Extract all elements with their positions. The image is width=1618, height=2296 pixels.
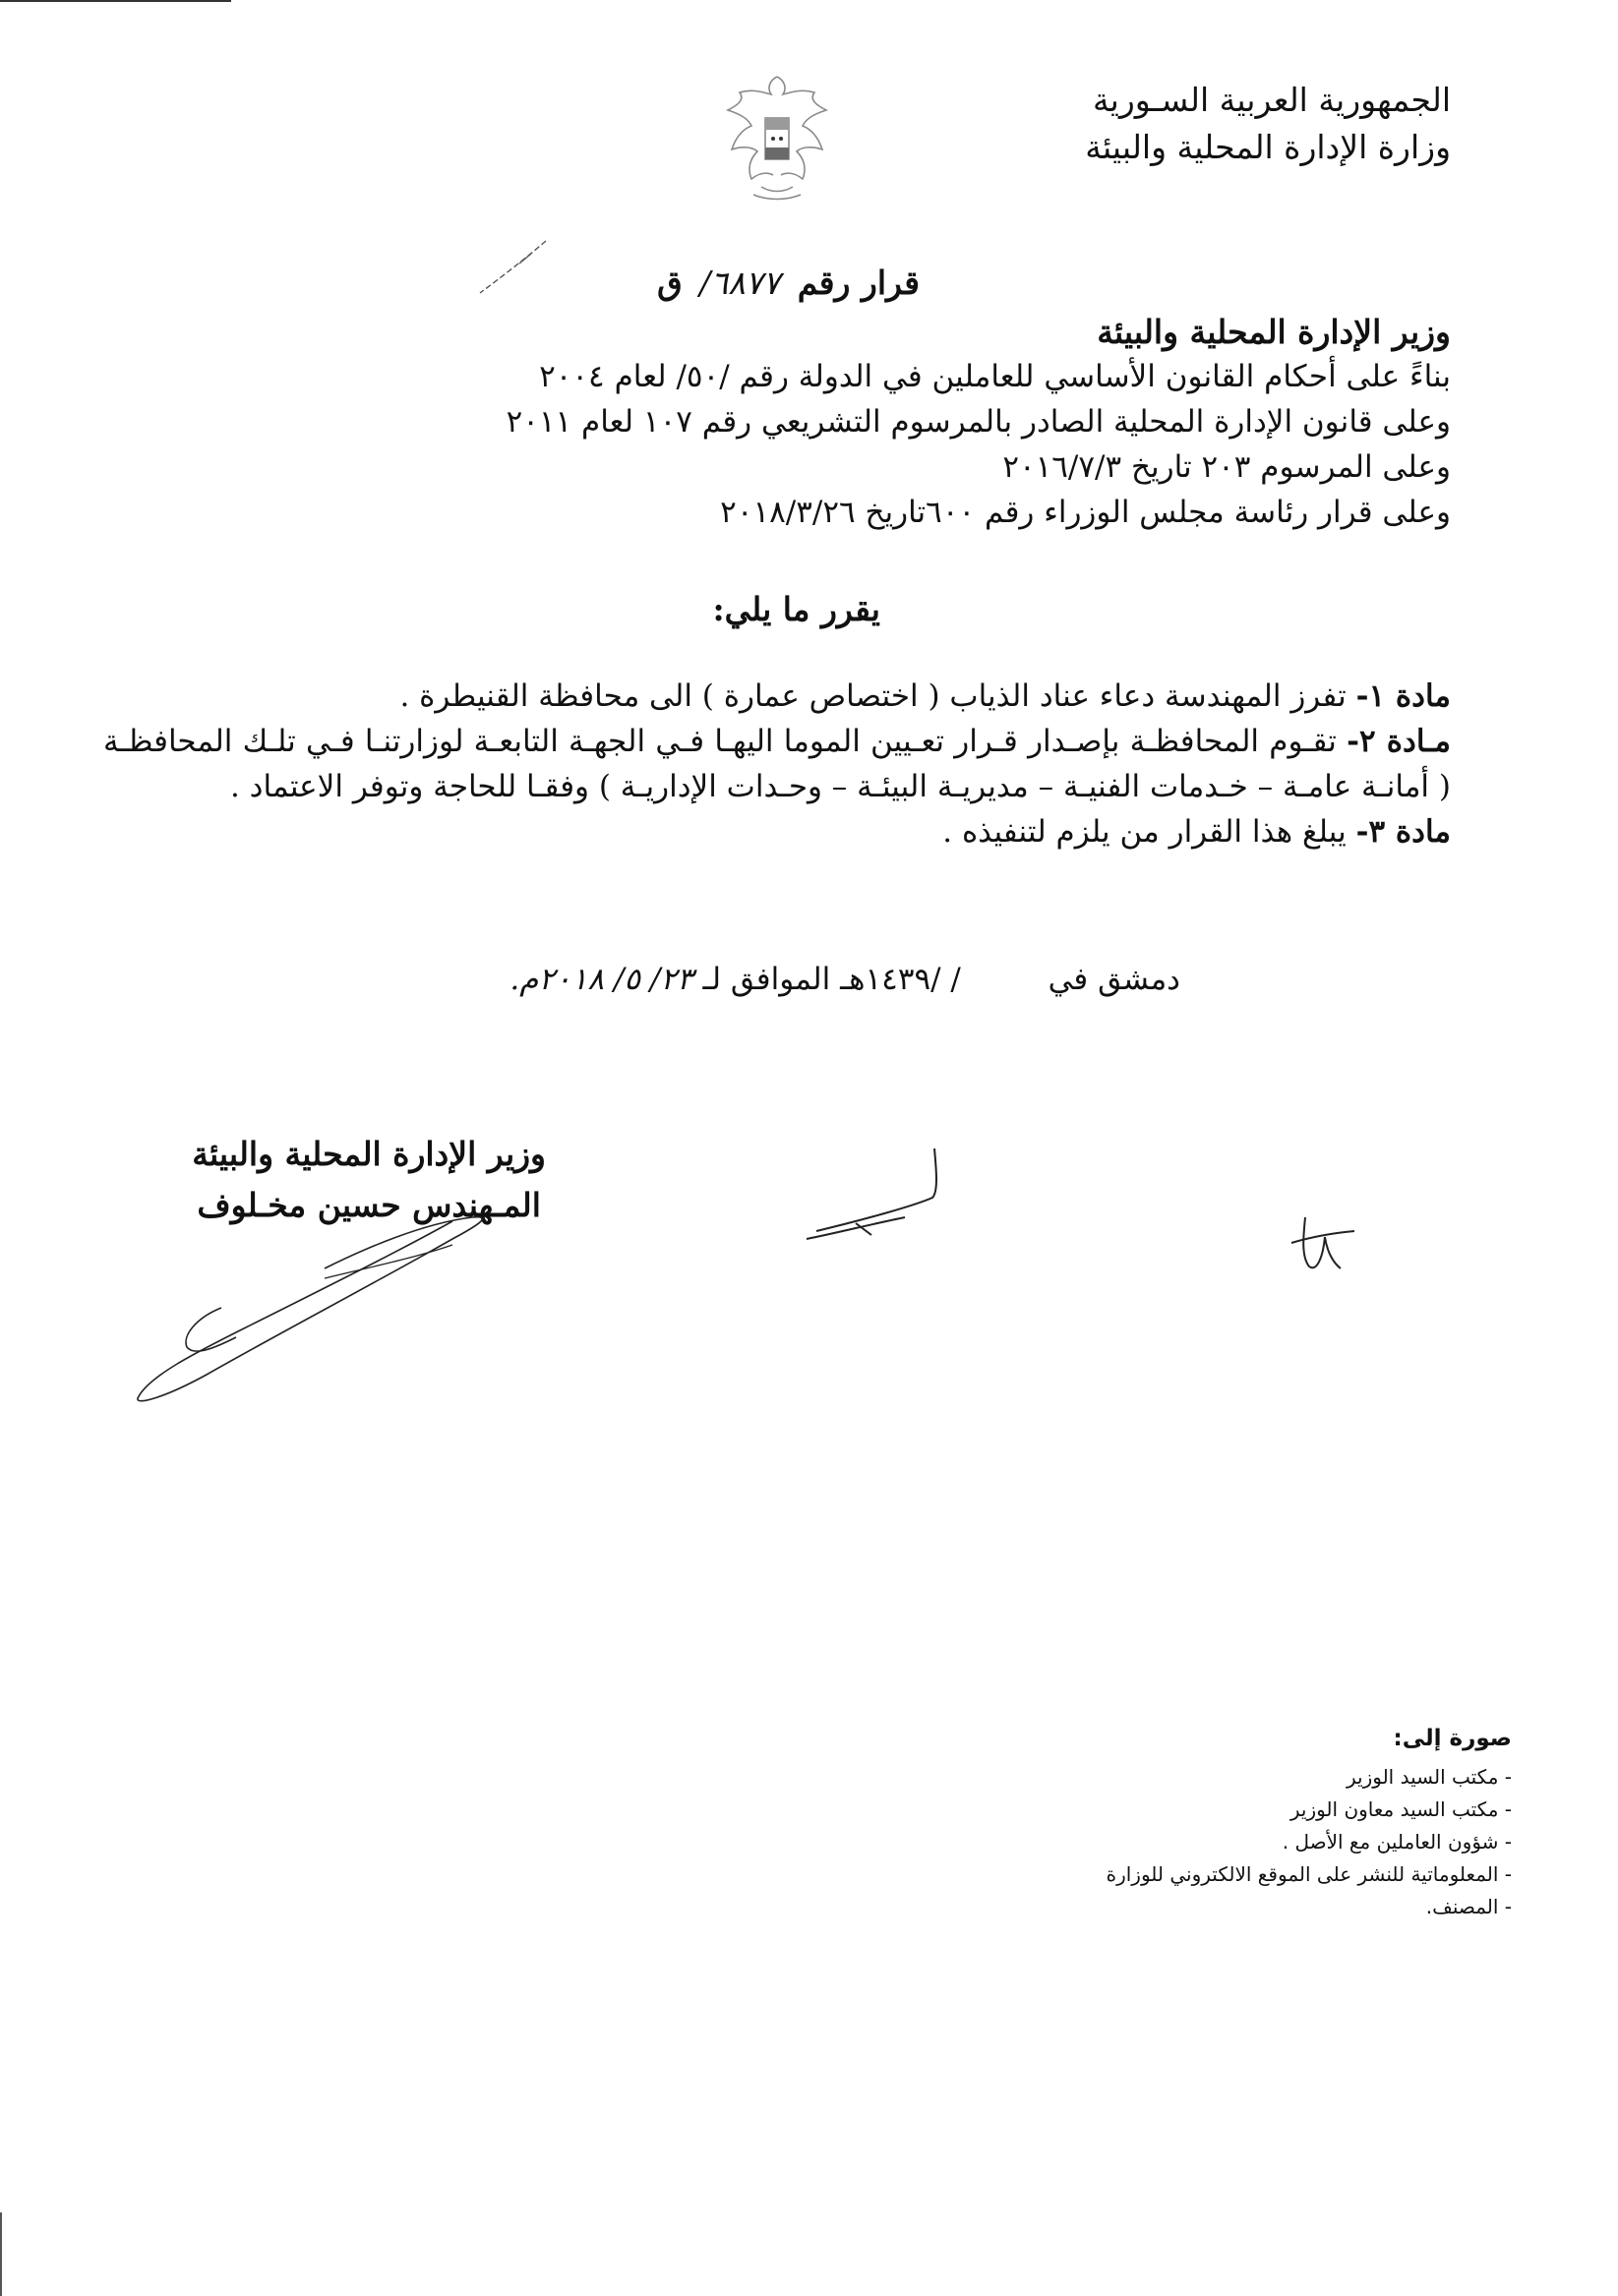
article-text: تفرز المهندسة دعاء عناد الذياب ( اختصاص عمارة ) الى محافظة القنيطرة . [399, 678, 1347, 714]
eagle-emblem-icon [718, 67, 836, 205]
decision-prefix: قرار رقم [797, 264, 920, 302]
article-1 [103, 674, 1451, 719]
list-item: - شؤون العاملين مع الأصل . [1107, 1826, 1512, 1858]
decision-suffix: ق [657, 264, 683, 302]
date-agree: الموافق لـ [702, 962, 831, 997]
copy-to-title: صورة إلى: [1393, 1726, 1512, 1751]
article-2 [103, 719, 1451, 809]
preamble-line: وعلى قانون الإدارة المحلية الصادر بالمرسوم التشريعي رقم ١٠٧ لعام ٢٠١١ [506, 404, 1451, 440]
ministry-name: وزارة الإدارة المحلية والبيئة [1085, 128, 1451, 166]
date-hijri: / /١٤٣٩هـ [840, 962, 961, 997]
list-item: - مكتب السيد الوزير [1107, 1761, 1512, 1794]
preamble-line: وعلى قرار رئاسة مجلس الوزراء رقم ٦٠٠تاريخ ٢٠١٨/٣/٢٦ [720, 495, 1451, 530]
preamble-line: بناءً على أحكام القانون الأساسي للعاملين في الدولة رقم /٥٠/ لعام ٢٠٠٤ [539, 359, 1451, 394]
list-item: - المصنف. [1107, 1891, 1512, 1923]
date-gregorian: ٢٣/ ٥/ ٢٠١٨م. [509, 962, 693, 997]
pen-stroke-mark [472, 236, 551, 305]
scan-edge-line [0, 0, 231, 2]
date-place: دمشق في [1048, 962, 1180, 997]
minister-signature-icon [128, 1209, 502, 1406]
initials-signature-icon [1284, 1207, 1362, 1286]
decides-heading: يقرر ما يلي: [712, 590, 880, 628]
list-item: - المعلوماتية للنشر على الموقع الالكتروني للوزارة [1107, 1858, 1512, 1891]
signatory-title: وزير الإدارة المحلية والبيئة [192, 1135, 546, 1173]
minister-heading: وزير الإدارة المحلية والبيئة [1097, 313, 1451, 351]
article-text: تقـوم المحافظـة بإصـدار قـرار تعـيين الموما اليهـا فـي الجهـة التابعـة لوزارتنـا فـي تلـك المحافظـة ( أمانـة عامـة – خـدمات الفنيـة – مديريـة البيئـة – وحـدات الإداريـة ) وفقـا للحاجة وتوفر الاعتماد . [103, 724, 1451, 804]
preamble-line: وعلى المرسوم ٢٠٣ تاريخ ٢٠١٦/٧/٣ [1002, 449, 1451, 485]
copy-to-list [1107, 1761, 1512, 1923]
letterhead [1085, 77, 1451, 171]
copy-to-block [1107, 1723, 1512, 1923]
scan-edge-mark [0, 2212, 2, 2296]
article-3 [103, 809, 1451, 854]
article-label: مادة ٣- [1355, 814, 1451, 850]
date-line [509, 962, 1180, 997]
article-label: مـادة ٢- [1347, 724, 1451, 759]
decision-number: ٦٨٧٧/ [699, 264, 781, 302]
articles [103, 674, 1451, 854]
article-text: يبلغ هذا القرار من يلزم لتنفيذه . [942, 814, 1347, 850]
republic-name: الجمهورية العربية السـورية [1092, 81, 1451, 119]
decision-number-line [657, 264, 920, 302]
preamble [192, 354, 1451, 535]
list-item: - مكتب السيد معاون الوزير [1107, 1794, 1512, 1826]
article-label: مادة ١- [1355, 678, 1451, 714]
signatory-name: المـهندس حسين مخـلوف [197, 1186, 541, 1224]
initials-signature-icon [797, 1141, 954, 1249]
